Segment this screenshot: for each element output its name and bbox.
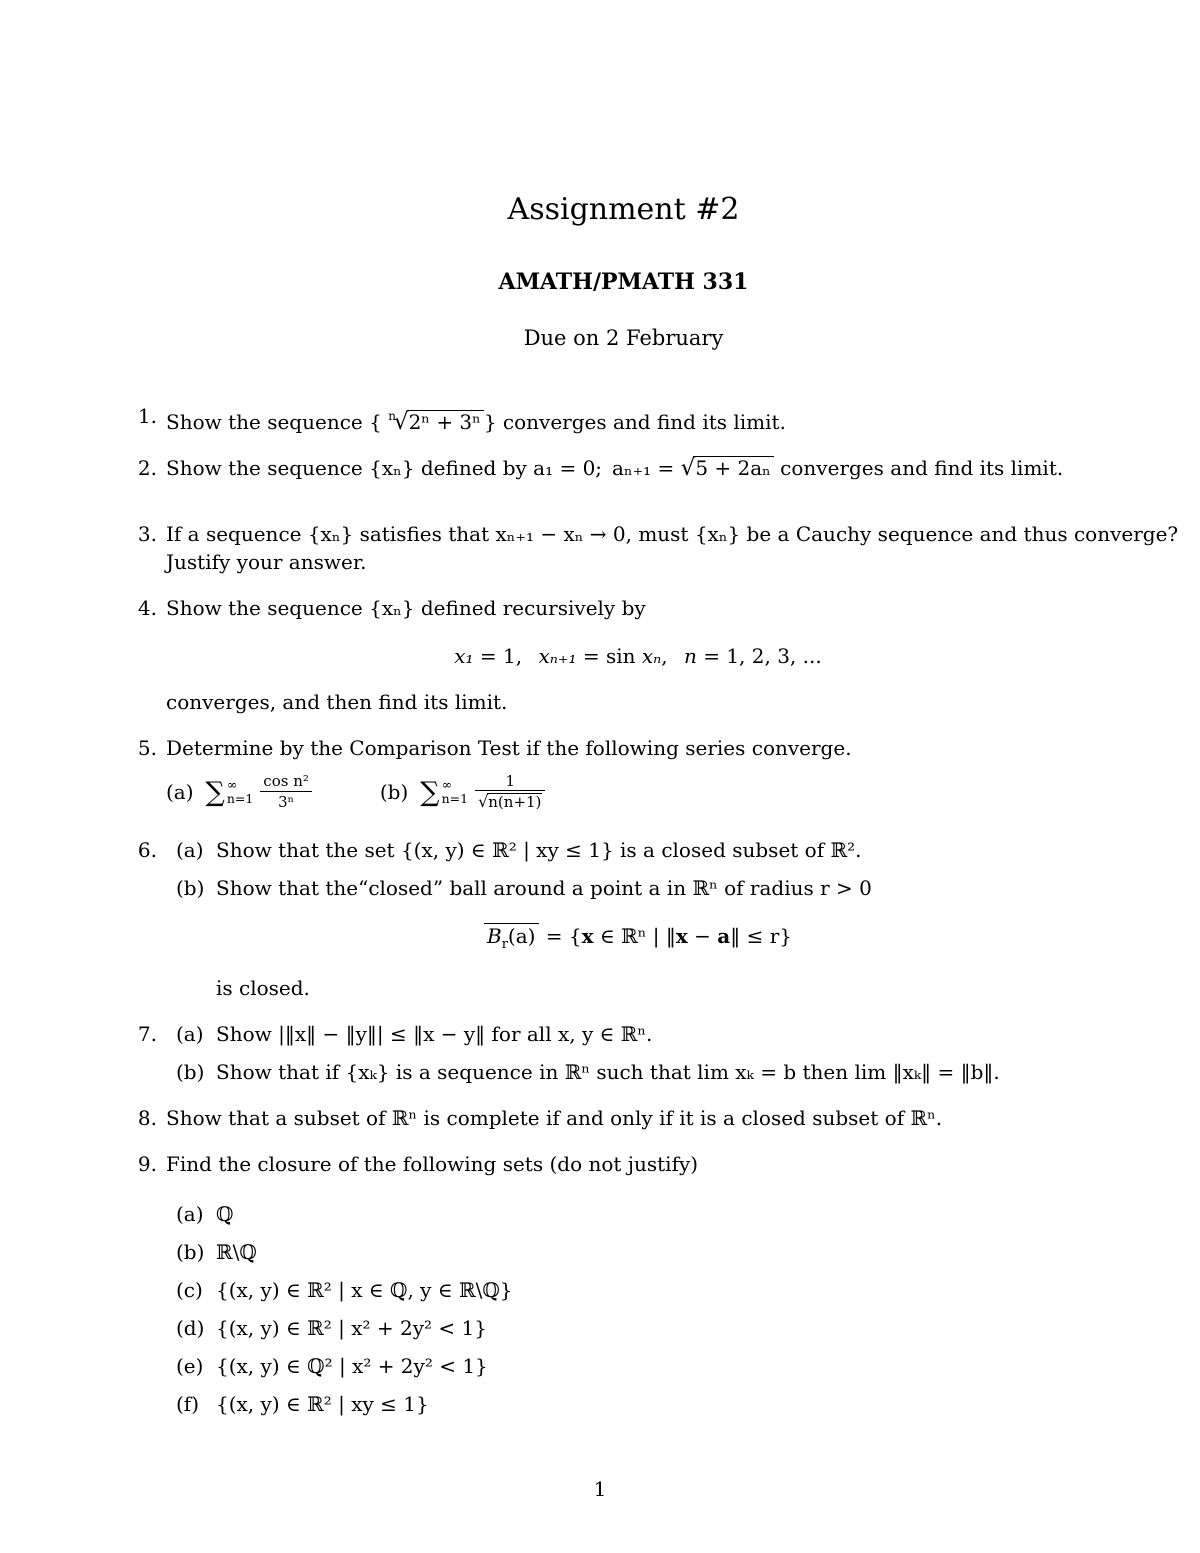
fraction-a <box>260 772 312 812</box>
eq-text: ‖ ≤ r} <box>730 924 792 948</box>
sigma-glyph: ∑ <box>205 776 225 808</box>
problem-9e-text: {(x, y) ∈ ℚ² | x² + 2y² < 1} <box>216 1354 488 1378</box>
problem-7b-label: (b) <box>176 1060 205 1084</box>
problem-9c-text: {(x, y) ∈ ℝ² | x ∈ ℚ, y ∈ ℝ\ℚ} <box>216 1278 513 1302</box>
problem-9b-label: (b) <box>176 1240 205 1264</box>
fraction-numerator: 1 <box>505 771 515 790</box>
radicand: 2ⁿ + 3ⁿ <box>407 410 484 434</box>
problem-3 <box>137 520 1179 576</box>
problem-9b <box>166 1238 1110 1266</box>
problem-9d-text: {(x, y) ∈ ℝ² | x² + 2y² < 1} <box>216 1316 487 1340</box>
eq-text: (a) <box>507 924 536 948</box>
fraction-numerator: cos n² <box>263 772 309 791</box>
problem-5-body <box>166 734 1110 818</box>
problem-9e <box>166 1352 1110 1380</box>
problem-6b-label: (b) <box>176 876 205 900</box>
problem-8-text: Show that a subset of ℝⁿ is complete if and only if it is a closed subset of ℝⁿ. <box>166 1106 943 1130</box>
problem-9b-text: ℝ\ℚ <box>216 1240 257 1264</box>
problem-9c-label: (c) <box>176 1278 203 1302</box>
problem-1-post: } converges and find its limit. <box>483 410 786 434</box>
problem-8 <box>137 1104 1110 1132</box>
problem-7b-text: Show that if {xₖ} is a sequence in ℝⁿ such that lim xₖ = b then lim ‖xₖ‖ = ‖b‖. <box>216 1060 1000 1084</box>
problem-5-number: 5. <box>137 736 157 760</box>
sum-limits <box>227 778 253 807</box>
problem-6a-label: (a) <box>176 838 204 862</box>
problem-9a <box>166 1200 1110 1228</box>
eq-var: xₙ <box>641 644 662 668</box>
eq-text: = { <box>539 924 582 948</box>
problem-7 <box>137 1020 1110 1086</box>
radical-sign: √ <box>680 455 696 481</box>
radicand: 5 + 2aₙ <box>693 456 774 480</box>
problem-7-number: 7. <box>137 1022 157 1046</box>
sum-limit-bottom: n=1 <box>441 791 469 806</box>
problem-6-post: is closed. <box>216 976 310 1000</box>
problem-9a-text: ℚ <box>216 1202 234 1226</box>
problem-6b-text: Show that the“closed” ball around a point a in ℝⁿ of radius r > 0 <box>216 876 872 900</box>
eq-text: ∈ ℝⁿ | ‖ <box>593 924 676 948</box>
radicand: n(n+1) <box>488 793 542 812</box>
closed-ball-overline <box>484 923 539 956</box>
problem-9c <box>166 1276 1110 1304</box>
assignment-title: Assignment #2 <box>507 192 740 227</box>
problem-6b <box>166 874 1110 902</box>
problem-2-pre: Show the sequence {xₙ} defined by a₁ = 0; aₙ₊₁ = <box>166 456 681 480</box>
fraction-denominator <box>475 790 545 812</box>
eq-text: , <box>661 644 684 668</box>
fraction-b <box>475 772 545 813</box>
problem-9e-label: (e) <box>176 1354 204 1378</box>
eq-text: = sin <box>576 644 642 668</box>
due-date: Due on 2 February <box>523 326 724 350</box>
radical-sign: √ <box>478 792 489 812</box>
series-b-label: (b) <box>379 780 409 804</box>
problem-3-body <box>166 520 1179 576</box>
problem-1 <box>137 402 1110 436</box>
problem-2 <box>137 454 1110 482</box>
page-number: 1 <box>593 1477 607 1501</box>
problem-9a-label: (a) <box>176 1202 204 1226</box>
problem-9-text: Find the closure of the following sets (do not justify) <box>166 1152 699 1176</box>
problem-9f <box>166 1390 1110 1418</box>
problem-5-text: Determine by the Comparison Test if the following series converge. <box>166 736 852 760</box>
problem-4-text: Show the sequence {xₙ} defined recursively by <box>166 596 646 620</box>
problem-3-line2: Justify your answer. <box>166 550 367 574</box>
problem-9f-text: {(x, y) ∈ ℝ² | xy ≤ 1} <box>216 1392 429 1416</box>
problem-3-line1: If a sequence {xₙ} satisfies that xₙ₊₁ − xₙ → 0, must {xₙ} be a Cauchy sequence and thus converge? <box>166 522 1179 546</box>
problem-9d-label: (d) <box>176 1316 205 1340</box>
eq-text: = 1, <box>473 644 539 668</box>
eq-var: B <box>487 924 502 948</box>
eq-var: n <box>683 644 697 668</box>
problem-2-body <box>166 454 1110 482</box>
problem-3-number: 3. <box>137 522 157 546</box>
sum-limits <box>442 778 468 807</box>
problem-6-equation <box>166 922 1110 956</box>
eq-text: − <box>687 924 718 948</box>
problem-4-equation <box>166 642 1110 670</box>
problem-9-number: 9. <box>137 1152 157 1176</box>
problem-2-number: 2. <box>137 456 157 480</box>
radical-sign: √ <box>393 409 409 435</box>
problem-6 <box>137 836 1110 1002</box>
sum-limit-bottom: n=1 <box>226 791 254 806</box>
problem-1-text <box>166 402 1110 436</box>
eq-text: = 1, 2, 3, ... <box>696 644 822 668</box>
problem-4-post: converges, and then find its limit. <box>166 690 508 714</box>
problem-7a-label: (a) <box>176 1022 204 1046</box>
problem-6a <box>166 836 1110 864</box>
sigma-glyph: ∑ <box>420 776 440 808</box>
summation-symbol <box>420 778 468 807</box>
problem-9 <box>137 1150 1110 1418</box>
problem-1-body <box>166 402 1110 436</box>
problem-6-number: 6. <box>137 838 157 862</box>
root-index: n <box>388 409 396 423</box>
problem-9-body <box>166 1150 1110 1418</box>
sum-limit-top: ∞ <box>226 776 238 792</box>
problem-5-series <box>166 766 1110 818</box>
problem-5 <box>137 734 1110 818</box>
problem-4-number: 4. <box>137 596 157 620</box>
eq-subscript: r <box>501 937 508 952</box>
eq-vector: x <box>581 924 594 948</box>
problem-2-post: converges and find its limit. <box>773 456 1064 480</box>
course-code: AMATH/PMATH 331 <box>498 269 749 295</box>
series-a-label: (a) <box>166 780 194 804</box>
summation-symbol <box>206 778 254 807</box>
eq-vector: x <box>675 924 688 948</box>
problem-9f-label: (f) <box>176 1392 200 1416</box>
problem-6a-text: Show that the set {(x, y) ∈ ℝ² | xy ≤ 1} is a closed subset of ℝ². <box>216 838 862 862</box>
problem-1-number: 1. <box>137 404 157 428</box>
problem-4 <box>137 594 1110 716</box>
problem-2-text <box>166 454 1110 482</box>
eq-var: xₙ₊₁ <box>538 644 577 668</box>
eq-vector: a <box>717 924 731 948</box>
fraction-denominator: 3ⁿ <box>260 791 312 812</box>
problem-8-number: 8. <box>137 1106 157 1130</box>
problem-4-body <box>166 594 1110 716</box>
problem-7a-text: Show |‖x‖ − ‖y‖| ≤ ‖x − y‖ for all x, y ∈ ℝⁿ. <box>216 1022 653 1046</box>
sum-limit-top: ∞ <box>441 776 452 792</box>
problem-7-body <box>166 1020 1110 1086</box>
problem-1-pre: Show the sequence { <box>166 410 389 434</box>
problem-8-body <box>166 1104 1110 1132</box>
eq-var: x₁ <box>454 644 474 668</box>
problem-7b <box>166 1058 1110 1086</box>
problem-9d <box>166 1314 1110 1342</box>
problem-6-body <box>166 836 1110 1002</box>
problem-7a <box>166 1020 1110 1048</box>
